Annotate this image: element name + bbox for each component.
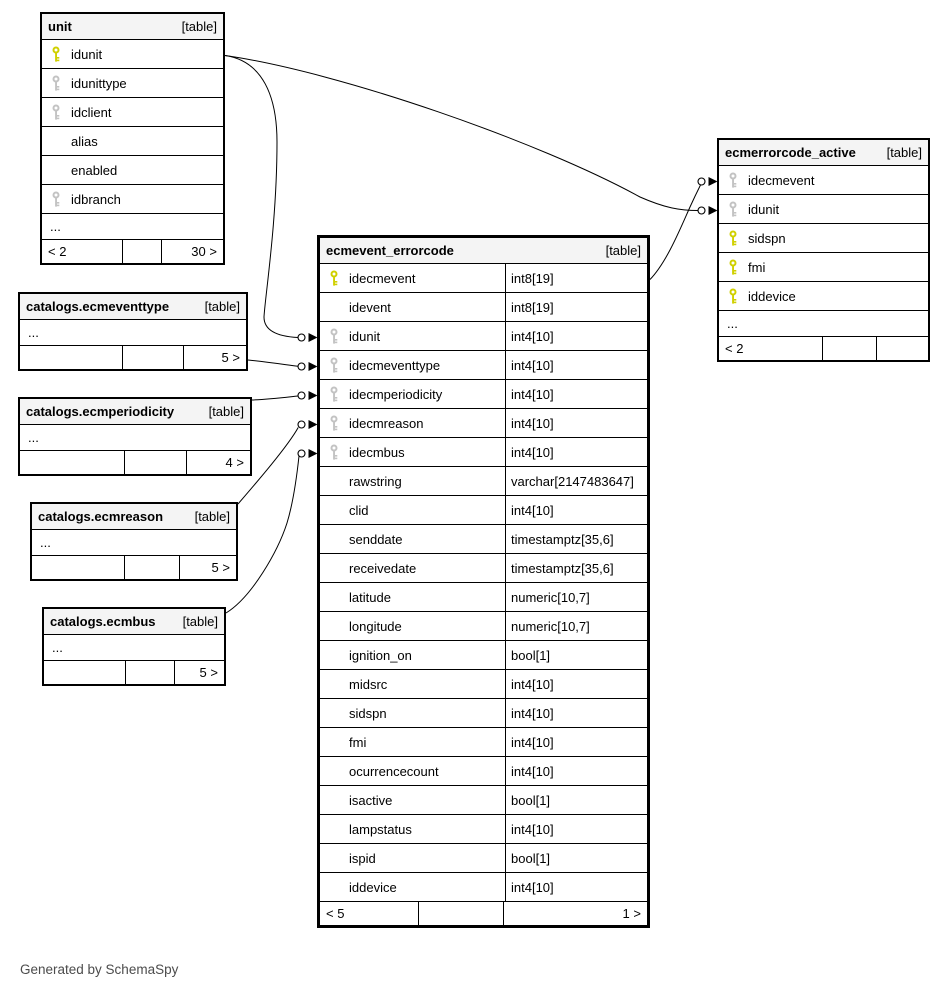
column-name: latitude bbox=[349, 589, 391, 605]
column-name-cell bbox=[320, 496, 506, 524]
column-type: int8[19] bbox=[511, 299, 554, 315]
column-row bbox=[320, 525, 647, 554]
key-icon bbox=[728, 172, 738, 188]
column-name: enabled bbox=[71, 162, 118, 178]
relationship-line bbox=[248, 360, 298, 366]
column-type: int8[19] bbox=[511, 270, 554, 286]
column-row bbox=[320, 612, 647, 641]
endpoint-circle bbox=[698, 207, 705, 214]
column-type: bool[1] bbox=[511, 850, 551, 866]
column-name: iddevice bbox=[349, 879, 397, 895]
relationship-line bbox=[252, 396, 298, 400]
key-icon bbox=[728, 230, 738, 246]
footer-left-count bbox=[20, 451, 124, 474]
column-name: sidspn bbox=[748, 230, 786, 246]
column-name-cell bbox=[320, 815, 506, 843]
column-row bbox=[320, 786, 647, 815]
column-type: int4[10] bbox=[511, 705, 554, 721]
table-title: catalogs.ecmeventtype bbox=[26, 299, 170, 314]
key-icon bbox=[329, 357, 339, 373]
column-name: idclient bbox=[71, 104, 112, 120]
column-name-cell bbox=[320, 351, 506, 379]
column-name: longitude bbox=[349, 618, 402, 634]
column-row bbox=[320, 293, 647, 322]
column-type: bool[1] bbox=[511, 792, 551, 808]
footer-middle-cell bbox=[125, 661, 174, 684]
table-type-badge: [table] bbox=[208, 404, 244, 419]
column-type: int4[10] bbox=[511, 879, 554, 895]
column-name: ... bbox=[28, 430, 39, 445]
table-type-badge: [table] bbox=[605, 243, 641, 258]
column-name-cell bbox=[320, 641, 506, 669]
column-name: ispid bbox=[349, 850, 376, 866]
table-node-ecmeventtype[interactable] bbox=[18, 292, 248, 371]
column-name-cell bbox=[320, 786, 506, 814]
key-icon bbox=[728, 288, 738, 304]
endpoint-circle bbox=[298, 450, 305, 457]
table-header bbox=[320, 238, 647, 264]
column-list bbox=[320, 264, 647, 902]
column-name: rawstring bbox=[349, 473, 402, 489]
column-name: idunit bbox=[71, 46, 103, 62]
key-icon bbox=[51, 46, 61, 62]
table-footer bbox=[44, 661, 224, 684]
table-footer bbox=[42, 240, 223, 263]
column-name-cell bbox=[320, 380, 506, 408]
column-row bbox=[320, 438, 647, 467]
column-row bbox=[320, 641, 647, 670]
column-name: idunit bbox=[748, 201, 780, 217]
table-type-badge: [table] bbox=[181, 19, 217, 34]
column-name: clid bbox=[349, 502, 369, 518]
column-name-cell bbox=[320, 264, 506, 292]
column-list bbox=[32, 530, 236, 556]
footer-middle-cell bbox=[122, 346, 183, 369]
table-title: catalogs.ecmreason bbox=[38, 509, 164, 524]
column-type: int4[10] bbox=[511, 357, 554, 373]
column-row bbox=[719, 195, 928, 224]
table-node-ecmperiodicity[interactable] bbox=[18, 397, 252, 476]
column-row bbox=[32, 530, 236, 556]
table-title: ecmerrorcode_active bbox=[725, 145, 856, 160]
column-name: fmi bbox=[748, 259, 766, 275]
column-row bbox=[320, 873, 647, 902]
table-node-ecmbus[interactable] bbox=[42, 607, 226, 686]
table-header bbox=[719, 140, 928, 166]
table-type-badge: [table] bbox=[886, 145, 922, 160]
endpoint-circle bbox=[298, 421, 305, 428]
relationship-periodicity-to-errorcode bbox=[252, 391, 318, 400]
column-name: ... bbox=[52, 640, 63, 655]
footer-left-count: < 2 bbox=[725, 341, 744, 356]
column-row bbox=[320, 409, 647, 438]
column-name: idecmperiodicity bbox=[349, 386, 443, 402]
table-title: unit bbox=[48, 19, 72, 34]
footer-right-count: 30 > bbox=[161, 240, 223, 263]
column-row bbox=[320, 322, 647, 351]
column-row bbox=[320, 670, 647, 699]
relationship-unit-to-active-idunit bbox=[225, 56, 718, 216]
key-icon bbox=[728, 201, 738, 217]
column-row bbox=[42, 185, 223, 214]
footer-left-count bbox=[44, 661, 125, 684]
column-row bbox=[320, 554, 647, 583]
endpoint-circle bbox=[298, 334, 305, 341]
column-row bbox=[42, 98, 223, 127]
footer-left-count bbox=[20, 346, 122, 369]
column-type: numeric[10,7] bbox=[511, 618, 590, 634]
column-name: alias bbox=[71, 133, 98, 149]
column-row bbox=[42, 156, 223, 185]
key-icon bbox=[329, 270, 339, 286]
table-title: catalogs.ecmbus bbox=[50, 614, 156, 629]
table-node-ecmevent-errorcode[interactable] bbox=[317, 235, 650, 928]
column-row bbox=[320, 467, 647, 496]
column-type: int4[10] bbox=[511, 734, 554, 750]
column-row bbox=[320, 815, 647, 844]
column-name: ... bbox=[40, 535, 51, 550]
key-icon bbox=[728, 259, 738, 275]
footer-middle-cell bbox=[124, 451, 186, 474]
column-name-cell bbox=[320, 438, 506, 466]
column-name-cell bbox=[320, 728, 506, 756]
column-name-cell bbox=[320, 322, 506, 350]
column-row bbox=[719, 253, 928, 282]
column-list bbox=[42, 40, 223, 240]
column-type: timestamptz[35,6] bbox=[511, 560, 614, 576]
column-type: bool[1] bbox=[511, 647, 551, 663]
endpoint-circle bbox=[298, 363, 305, 370]
column-name: ... bbox=[28, 325, 39, 340]
footer-left-count: < 5 bbox=[326, 906, 345, 921]
column-type: int4[10] bbox=[511, 763, 554, 779]
table-header bbox=[20, 399, 250, 425]
endpoint-circle bbox=[298, 392, 305, 399]
column-row bbox=[320, 380, 647, 409]
key-icon bbox=[51, 75, 61, 91]
column-name: sidspn bbox=[349, 705, 387, 721]
column-type: int4[10] bbox=[511, 502, 554, 518]
column-list bbox=[20, 320, 246, 346]
column-name-cell bbox=[320, 554, 506, 582]
table-type-badge: [table] bbox=[194, 509, 230, 524]
column-row bbox=[44, 635, 224, 661]
column-row bbox=[42, 214, 223, 240]
column-name: ocurrencecount bbox=[349, 763, 439, 779]
footer-right-count: 5 > bbox=[179, 556, 236, 579]
table-title: catalogs.ecmperiodicity bbox=[26, 404, 175, 419]
column-type: int4[10] bbox=[511, 821, 554, 837]
column-name: midsrc bbox=[349, 676, 388, 692]
column-list bbox=[20, 425, 250, 451]
table-footer bbox=[320, 902, 647, 925]
column-name-cell bbox=[320, 699, 506, 727]
column-row bbox=[320, 264, 647, 293]
column-name-cell bbox=[320, 293, 506, 321]
key-icon bbox=[329, 444, 339, 460]
column-name: senddate bbox=[349, 531, 403, 547]
column-name-cell bbox=[320, 757, 506, 785]
column-type: varchar[2147483647] bbox=[511, 473, 634, 489]
generated-by-credit: Generated by SchemaSpy bbox=[20, 962, 179, 977]
column-type: timestamptz[35,6] bbox=[511, 531, 614, 547]
footer-right-count bbox=[876, 337, 928, 360]
key-icon bbox=[329, 328, 339, 344]
column-name: iddevice bbox=[748, 288, 796, 304]
footer-right-count: 1 > bbox=[503, 902, 647, 925]
table-type-badge: [table] bbox=[204, 299, 240, 314]
column-name-cell bbox=[320, 409, 506, 437]
column-name: ... bbox=[727, 316, 738, 331]
column-type: int4[10] bbox=[511, 386, 554, 402]
table-header bbox=[20, 294, 246, 320]
column-row bbox=[42, 40, 223, 69]
column-row bbox=[320, 728, 647, 757]
column-name: receivedate bbox=[349, 560, 417, 576]
column-type: int4[10] bbox=[511, 676, 554, 692]
column-name: ignition_on bbox=[349, 647, 412, 663]
column-row bbox=[719, 282, 928, 311]
relationship-eventtype-to-errorcode bbox=[248, 360, 318, 371]
column-name-cell bbox=[320, 583, 506, 611]
relationship-errorcode-to-active-idecmevent bbox=[650, 177, 718, 280]
column-name: idecmevent bbox=[748, 172, 815, 188]
column-row bbox=[320, 699, 647, 728]
column-row bbox=[719, 311, 928, 337]
column-row bbox=[320, 757, 647, 786]
footer-right-count: 5 > bbox=[174, 661, 224, 684]
column-name-cell bbox=[320, 612, 506, 640]
column-name-cell bbox=[320, 670, 506, 698]
column-name-cell bbox=[320, 467, 506, 495]
column-list bbox=[44, 635, 224, 661]
table-header bbox=[42, 14, 223, 40]
table-node-ecmerrorcode-active[interactable] bbox=[717, 138, 930, 362]
column-name: idecmeventtype bbox=[349, 357, 441, 373]
column-name: idecmreason bbox=[349, 415, 424, 431]
table-footer bbox=[20, 346, 246, 369]
column-name: idbranch bbox=[71, 191, 121, 207]
column-row bbox=[20, 320, 246, 346]
column-type: numeric[10,7] bbox=[511, 589, 590, 605]
column-name: lampstatus bbox=[349, 821, 412, 837]
column-row bbox=[719, 224, 928, 253]
table-node-unit[interactable] bbox=[40, 12, 225, 265]
column-row bbox=[320, 844, 647, 873]
column-row bbox=[320, 583, 647, 612]
column-name: ... bbox=[50, 219, 61, 234]
footer-left-count: < 2 bbox=[48, 244, 67, 259]
column-row bbox=[320, 496, 647, 525]
column-name: isactive bbox=[349, 792, 393, 808]
table-footer bbox=[20, 451, 250, 474]
key-icon bbox=[329, 415, 339, 431]
column-name-cell bbox=[320, 873, 506, 901]
footer-middle-cell bbox=[122, 240, 162, 263]
column-row bbox=[320, 351, 647, 380]
relationship-line bbox=[225, 56, 698, 211]
column-name: idunittype bbox=[71, 75, 127, 91]
column-row bbox=[42, 127, 223, 156]
table-type-badge: [table] bbox=[182, 614, 218, 629]
footer-left-count bbox=[32, 556, 124, 579]
column-name: idecmevent bbox=[349, 270, 416, 286]
column-row bbox=[42, 69, 223, 98]
footer-middle-cell bbox=[822, 337, 875, 360]
key-icon bbox=[329, 386, 339, 402]
table-node-ecmreason[interactable] bbox=[30, 502, 238, 581]
key-icon bbox=[51, 191, 61, 207]
column-list bbox=[719, 166, 928, 337]
table-title: ecmevent_errorcode bbox=[326, 243, 454, 258]
column-name-cell bbox=[320, 525, 506, 553]
footer-middle-cell bbox=[418, 902, 503, 925]
column-type: int4[10] bbox=[511, 328, 554, 344]
key-icon bbox=[51, 104, 61, 120]
table-footer bbox=[719, 337, 928, 360]
table-header bbox=[44, 609, 224, 635]
column-name-cell bbox=[320, 844, 506, 872]
column-name: idecmbus bbox=[349, 444, 405, 460]
column-type: int4[10] bbox=[511, 444, 554, 460]
relationship-line bbox=[650, 185, 701, 280]
table-header bbox=[32, 504, 236, 530]
column-type: int4[10] bbox=[511, 415, 554, 431]
column-name: idevent bbox=[349, 299, 391, 315]
footer-middle-cell bbox=[124, 556, 179, 579]
column-name: idunit bbox=[349, 328, 381, 344]
column-row bbox=[719, 166, 928, 195]
column-row bbox=[20, 425, 250, 451]
footer-right-count: 5 > bbox=[183, 346, 246, 369]
column-name: fmi bbox=[349, 734, 367, 750]
footer-right-count: 4 > bbox=[186, 451, 250, 474]
table-footer bbox=[32, 556, 236, 579]
endpoint-circle bbox=[698, 178, 705, 185]
